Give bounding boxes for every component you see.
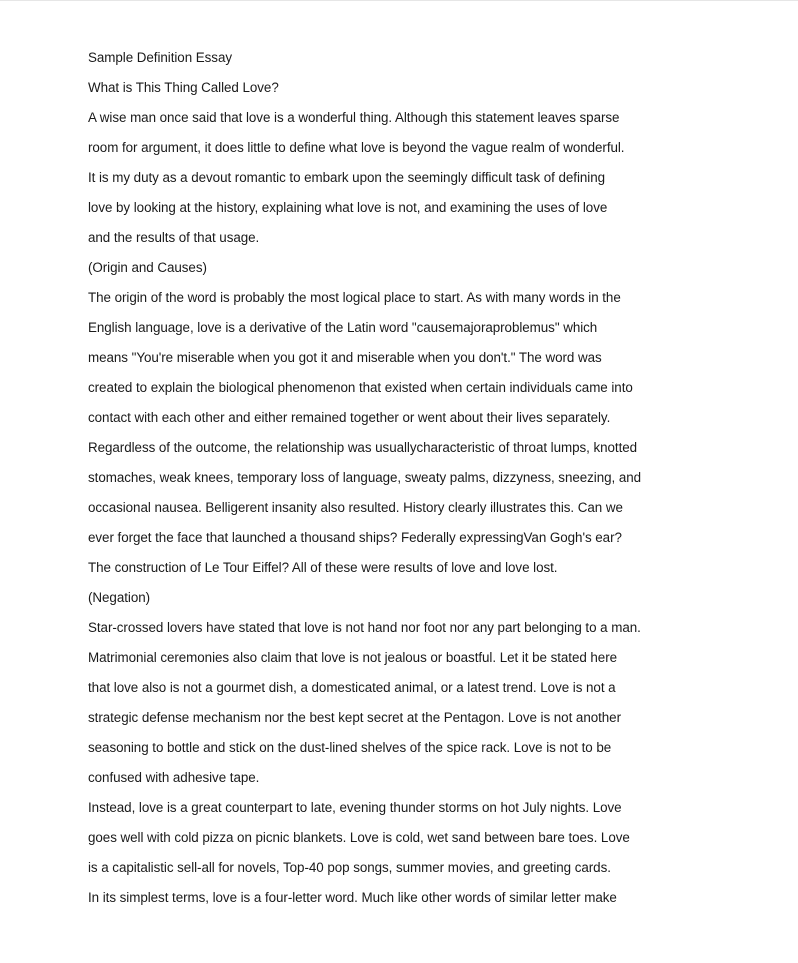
essay-line: It is my duty as a devout romantic to embark upon the seemingly difficult task of defining <box>88 170 606 185</box>
essay-line: means "You're miserable when you got it and miserable when you don't." The word was <box>88 350 602 365</box>
essay-line: that love also is not a gourmet dish, a domesticated animal, or a latest trend. Love is not a <box>88 680 616 695</box>
essay-line: ever forget the face that launched a thousand ships? Federally expressingVan Gogh's ear? <box>88 530 622 545</box>
essay-title: Sample Definition Essay <box>88 50 232 65</box>
essay-line: occasional nausea. Belligerent insanity also resulted. History clearly illustrates this. Can we <box>88 500 623 515</box>
essay-line: and the results of that usage. <box>88 230 260 245</box>
essay-line: created to explain the biological phenomenon that existed when certain individuals came into <box>88 380 633 395</box>
essay-line: The construction of Le Tour Eiffel? All of these were results of love and love lost. <box>88 560 558 575</box>
essay-line: In its simplest terms, love is a four-letter word. Much like other words of similar letter make <box>88 890 617 905</box>
essay-line: English language, love is a derivative of the Latin word "causemajoraproblemus" which <box>88 320 598 335</box>
essay-line: contact with each other and either remained together or went about their lives separately. <box>88 410 611 425</box>
page-top-border <box>0 0 798 1</box>
essay-line: Star-crossed lovers have stated that love is not hand nor foot nor any part belonging to a man. <box>88 620 641 635</box>
essay-line: room for argument, it does little to define what love is beyond the vague realm of wonderful. <box>88 140 625 155</box>
essay-line: A wise man once said that love is a wonderful thing. Although this statement leaves sparse <box>88 110 620 125</box>
essay-line: goes well with cold pizza on picnic blankets. Love is cold, wet sand between bare toes. Love <box>88 830 630 845</box>
essay-line: seasoning to bottle and stick on the dust-lined shelves of the spice rack. Love is not to be <box>88 740 612 755</box>
section-heading-origin: (Origin and Causes) <box>88 260 207 275</box>
essay-line: Matrimonial ceremonies also claim that love is not jealous or boastful. Let it be stated here <box>88 650 618 665</box>
essay-line: Instead, love is a great counterpart to late, evening thunder storms on hot July nights. Love <box>88 800 622 815</box>
essay-subtitle: What is This Thing Called Love? <box>88 80 279 95</box>
essay-line: The origin of the word is probably the most logical place to start. As with many words in the <box>88 290 621 305</box>
essay-line: is a capitalistic sell-all for novels, Top-40 pop songs, summer movies, and greeting cards. <box>88 860 611 875</box>
essay-line: Regardless of the outcome, the relationship was usuallycharacteristic of throat lumps, knotted <box>88 440 638 455</box>
essay-line: strategic defense mechanism nor the best kept secret at the Pentagon. Love is not another <box>88 710 621 725</box>
section-heading-negation: (Negation) <box>88 590 151 605</box>
essay-line: confused with adhesive tape. <box>88 770 260 785</box>
essay-line: stomaches, weak knees, temporary loss of language, sweaty palms, dizzyness, sneezing, and <box>88 470 642 485</box>
essay-page <box>88 48 778 918</box>
essay-line: love by looking at the history, explaining what love is not, and examining the uses of love <box>88 200 608 215</box>
